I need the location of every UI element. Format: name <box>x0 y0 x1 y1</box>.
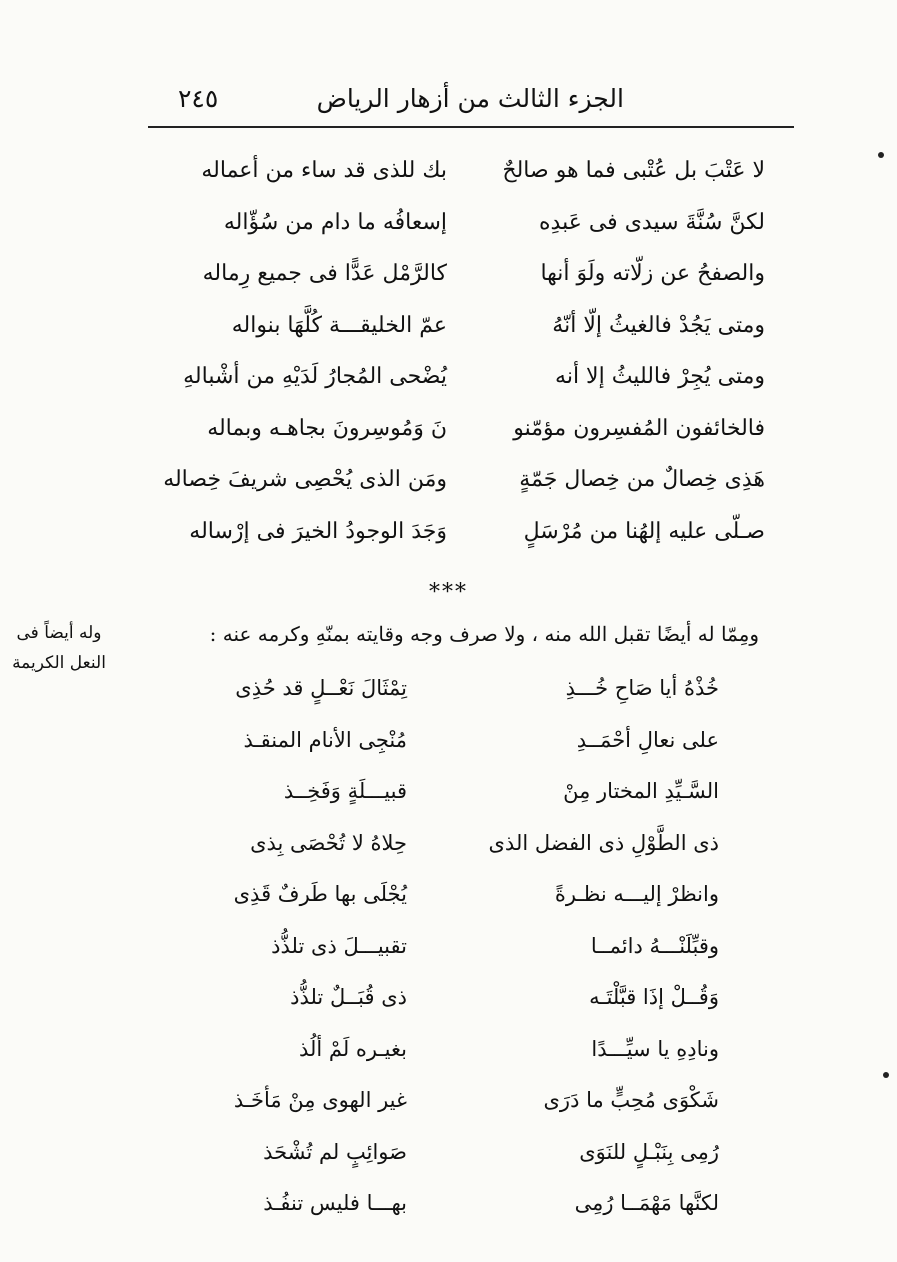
margin-note-line: وله أيضاً فى <box>16 623 102 643</box>
verse-line <box>0 261 897 295</box>
verse-line <box>0 313 897 347</box>
verse-second-hemistich: تِمْثَالَ نَعْــلٍ قد حُذِى <box>235 676 407 700</box>
scan-speck <box>883 1072 889 1078</box>
verse-line <box>0 1140 897 1174</box>
verse-second-hemistich: مُنْجِى الأنام المنقـذ <box>243 727 407 752</box>
verse-second-hemistich: يُضْحى المُجارُ لَدَيْهِ من أشْبالهِ <box>183 364 447 389</box>
verse-line <box>0 210 897 244</box>
header-rule <box>148 126 794 128</box>
verse-second-hemistich: بهـــا فليس تنفُـذ <box>263 1191 407 1215</box>
verse-line <box>0 1088 897 1122</box>
verse-first-hemistich: ونادِهِ يا سيِّـــدًا <box>591 1036 719 1061</box>
verse-first-hemistich: فالخائفون المُفسِرون مؤمّنو <box>513 415 765 441</box>
verse-first-hemistich: ومتى يُجِرْ فالليثُ إلا أنه <box>555 364 765 389</box>
margin-note-line: النعل الكريمة <box>12 653 106 673</box>
verse-second-hemistich: قبيـــلَةٍ وَفَخِــذ <box>283 779 407 803</box>
verse-second-hemistich: نَ وَمُوسِرونَ بجاهـه وبماله <box>207 415 447 441</box>
scan-speck <box>878 152 884 158</box>
verse-second-hemistich: بغيـره لَمْ ألُذ <box>298 1036 407 1061</box>
verse-line <box>0 1191 897 1225</box>
verse-first-hemistich: ذى الطَّوْلِ ذى الفضل الذى <box>488 830 719 855</box>
verse-first-hemistich: لكنَّها مَهْمَــا رُمِى <box>574 1191 719 1215</box>
verse-first-hemistich: خُذْهُ أيا صَاحِ خُـــذِ <box>565 676 719 700</box>
verse-first-hemistich: هَذِى خِصالٌ من خِصال جَمّةٍ <box>519 467 765 492</box>
verse-first-hemistich: وانظرْ إليـــه نظـرةً <box>554 882 719 906</box>
section-separator: *** <box>429 580 468 605</box>
verse-line <box>0 364 897 398</box>
verse-line <box>0 779 897 813</box>
verse-second-hemistich: ومَن الذى يُحْصِى شريفَ خِصاله <box>163 467 447 492</box>
verse-first-hemistich: رُمِى بِنَبْـلٍ للنَوَى <box>579 1139 719 1164</box>
verse-line <box>0 158 897 192</box>
running-header <box>148 70 794 126</box>
verse-first-hemistich: صـلّى عليه إلهُنا من مُرْسَلٍ <box>523 518 765 544</box>
verse-line <box>0 985 897 1019</box>
verse-first-hemistich: شَكْوَى مُحِبٍّ ما دَرَى <box>543 1088 719 1112</box>
verse-line <box>0 676 897 710</box>
verse-second-hemistich: كالرَّمْل عَدًّا فى جميع رِماله <box>202 261 447 286</box>
verse-second-hemistich: بك للذى قد ساء من أعماله <box>201 158 447 183</box>
verse-second-hemistich: حِلاهُ لا تُحْصَى بِذى <box>250 830 407 855</box>
verse-line <box>0 1037 897 1071</box>
verse-second-hemistich: عمّ الخليقـــة كُلَّهَا بنواله <box>231 312 447 338</box>
verse-second-hemistich: صَوائِبٍ لم تُشْحَذ <box>263 1139 407 1164</box>
running-title: الجزء الثالث من أزهار الرياض <box>316 84 624 113</box>
verse-line <box>0 467 897 501</box>
verse-second-hemistich: غير الهوى مِنْ مَأخَـذ <box>233 1088 407 1112</box>
verse-second-hemistich: ذى قُبَــلٌ تلذُّذ <box>290 985 407 1009</box>
verse-first-hemistich: السَّـيِّدِ المختار مِنْ <box>563 779 719 803</box>
page-number: ٢٤٥ <box>178 84 219 113</box>
verse-line <box>0 882 897 916</box>
verse-line <box>0 416 897 450</box>
verse-line <box>0 831 897 865</box>
verse-first-hemistich: لا عَتْبَ بل عُتْبى فما هو صالحٌ <box>502 158 765 183</box>
verse-line <box>0 728 897 762</box>
verse-second-hemistich: يُجْلَى بها طَرفٌ قَذِى <box>233 882 407 906</box>
verse-first-hemistich: ومتى يَجُدْ فالغيثُ إلّا أنّهُ <box>552 312 765 338</box>
verse-second-hemistich: إسعافُه ما دام من سُؤّاله <box>223 209 447 235</box>
verse-first-hemistich: لكنَّ سُنَّةَ سيدى فى عَبدِه <box>539 209 765 235</box>
verse-line <box>0 519 897 553</box>
margin-note <box>3 618 115 678</box>
verse-first-hemistich: وقبِّلَنْـــهُ دائمــا <box>590 933 719 958</box>
verse-first-hemistich: والصفحُ عن زلّاته ولَوَ أنها <box>540 261 765 286</box>
verse-second-hemistich: وَجَدَ الوجودُ الخيرَ فى إرْساله <box>189 518 447 544</box>
poem-2-introduction: ومِمّا له أيضًا تقبل الله منه ، ولا صرف وجه وقايته بمنّهِ وكرمه عنه : <box>209 622 759 646</box>
verse-line <box>0 934 897 968</box>
verse-second-hemistich: تقبيـــلَ ذى تلذُّذ <box>271 933 407 958</box>
verse-first-hemistich: على نعالِ أحْمَــدِ <box>576 727 719 752</box>
verse-first-hemistich: وَقُــلْ إذَا قبَّلْتَـه <box>589 985 719 1009</box>
